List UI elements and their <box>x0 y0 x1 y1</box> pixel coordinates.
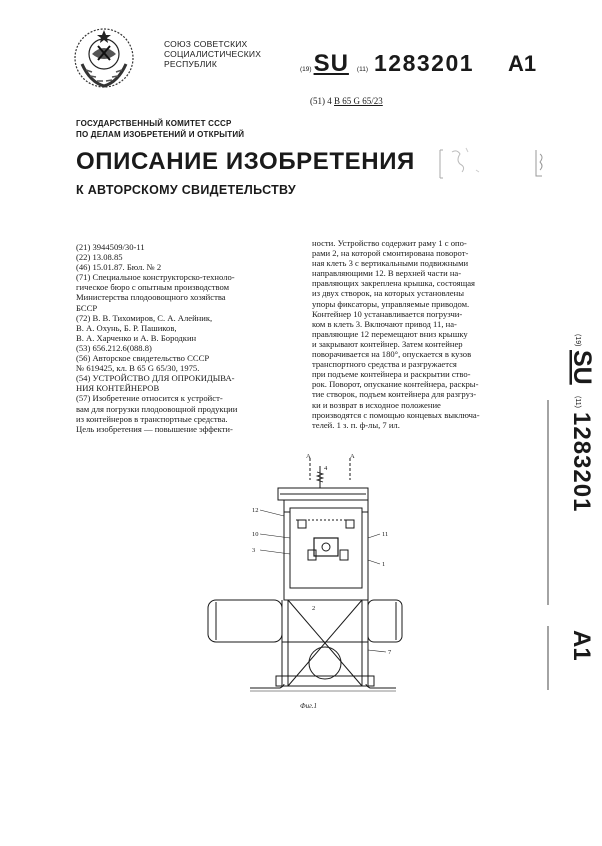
bibliographic-data <box>76 242 301 434</box>
figure-caption: Фиг.1 <box>300 702 318 710</box>
biblio-line: НИЯ КОНТЕЙНЕРОВ <box>76 383 160 394</box>
abstract-line: ности. Устройство содержит раму 1 с опо- <box>312 238 467 248</box>
abstract-line: производятся с помощью концевых выключа- <box>312 409 480 420</box>
figure-drawing <box>200 450 410 712</box>
biblio-line: (71) Специальное конструкторско-техноло- <box>76 272 235 283</box>
biblio-line: Цель изобретения — повышение эффекти- <box>76 423 233 434</box>
side-code-11: (11) <box>574 396 581 408</box>
abstract-line: правляющие 12 перемещают вниз крышку <box>312 328 468 339</box>
ipc-classification <box>310 96 383 106</box>
ipc-prefix: (51) 4 <box>310 96 332 106</box>
code-11: (11) <box>356 66 368 73</box>
ussr-emblem-icon <box>70 24 138 92</box>
abstract-line: транспортного средства и разгружается <box>312 359 457 370</box>
biblio-line: В. А. Охунь, Б. Р. Пашиков, <box>76 322 177 333</box>
stamp-mark <box>436 140 556 188</box>
fig-label: A <box>306 453 311 460</box>
abstract-line: ная клеть 3 с вертикальными подвижными <box>312 258 469 269</box>
patent-number: 1283201 <box>373 50 475 76</box>
abstract-line: из двух створок, на которых установлены <box>312 288 464 299</box>
abstract-line: направляющими 12. В верхней части на- <box>312 268 462 279</box>
issuer-block <box>164 39 261 69</box>
committee-line: ГОСУДАРСТВЕННЫЙ КОМИТЕТ СССР <box>76 119 232 128</box>
biblio-line: (46) 15.01.87. Бюл. № 2 <box>76 262 162 273</box>
biblio-line: БССР <box>76 302 98 313</box>
document-title: ОПИСАНИЕ ИЗОБРЕТЕНИЯ <box>76 148 415 175</box>
issuer-line: СОЦИАЛИСТИЧЕСКИХ <box>164 49 262 59</box>
fig-label: 3 <box>252 547 256 554</box>
abstract-text <box>312 238 544 430</box>
abstract-line: и закрывают контейнер. Затем контейнер <box>312 338 463 349</box>
country-code: SU <box>313 50 349 77</box>
biblio-line: (72) В. В. Тихомиров, С. А. Алейник, <box>76 312 213 323</box>
abstract-line: упоры фиксаторы, управляемые приводом. <box>312 298 470 309</box>
abstract-line: ки и возврат в исходное положение <box>312 399 441 410</box>
side-patent-number <box>540 330 596 700</box>
biblio-line: (53) 656.212.6(088.8) <box>76 342 152 353</box>
abstract-line: поворачивается на 180°, опускается в кузов <box>312 349 472 360</box>
abstract-line: телей. 1 з. п. ф-лы, 7 ил. <box>312 419 400 430</box>
abstract-line: рок. Поворот, опускание контейнера, раскры- <box>312 379 479 390</box>
fig-label: 10 <box>252 531 259 538</box>
fig-label: 12 <box>252 507 259 514</box>
issuer-line: РЕСПУБЛИК <box>164 59 218 69</box>
side-code-19: (19) <box>574 334 581 347</box>
patent-number-block <box>300 50 536 78</box>
side-number: 1283201 <box>568 412 595 513</box>
fig-label: 2 <box>312 605 316 612</box>
abstract-line: при подъеме контейнера и раскрытии ство- <box>312 369 471 380</box>
biblio-line: (54) УСТРОЙСТВО ДЛЯ ОПРОКИДЫВА- <box>76 373 235 384</box>
document-subtitle: К АВТОРСКОМУ СВИДЕТЕЛЬСТВУ <box>76 183 296 197</box>
side-kind: A1 <box>568 630 595 661</box>
fig-label: 4 <box>324 465 328 472</box>
committee-line: ПО ДЕЛАМ ИЗОБРЕТЕНИЙ И ОТКРЫТИЙ <box>76 130 245 139</box>
biblio-line: Министерства плодоовощного хозяйства <box>76 292 226 303</box>
fig-label: 7 <box>388 649 392 656</box>
abstract-line: Контейнер 10 устанавливается погрузчи- <box>312 308 463 319</box>
biblio-line: из контейнеров в транспортные средства. <box>76 413 228 424</box>
issuer-line: СОЮЗ СОВЕТСКИХ <box>164 39 248 49</box>
biblio-line: вам для погрузки плодоовощной продукции <box>76 403 238 414</box>
abstract-line: тие створок, подъем контейнера для разгруз- <box>312 389 477 400</box>
fig-label: 11 <box>382 531 389 538</box>
biblio-line: (57) Изобретение относится к устройст- <box>76 393 223 404</box>
code-19: (19) <box>300 66 312 73</box>
biblio-line: (22) 13.08.85 <box>76 252 123 263</box>
side-country: SU <box>568 350 596 385</box>
ipc-code: B 65 G 65/23 <box>334 96 383 106</box>
abstract-line: правляющих закреплена крышка, состоящая <box>312 278 476 289</box>
fig-label: 1 <box>382 561 386 568</box>
abstract-line: ком в клеть 3. Включают привод 11, на- <box>312 318 457 329</box>
biblio-line: № 619425, кл. В 65 G 65/30, 1975. <box>76 363 200 374</box>
kind-code: A1 <box>508 51 537 76</box>
biblio-line: (56) Авторское свидетельство СССР <box>76 353 210 364</box>
abstract-line: рами 2, на которой смонтирована поворот- <box>312 248 469 259</box>
biblio-line: гическое бюро с опытным производством <box>76 282 230 293</box>
committee-block <box>76 118 244 140</box>
biblio-line: В. А. Харченко и А. В. Бородкин <box>76 332 197 343</box>
biblio-line: (21) 3944509/30-11 <box>76 242 145 252</box>
fig-label: A <box>350 453 355 460</box>
